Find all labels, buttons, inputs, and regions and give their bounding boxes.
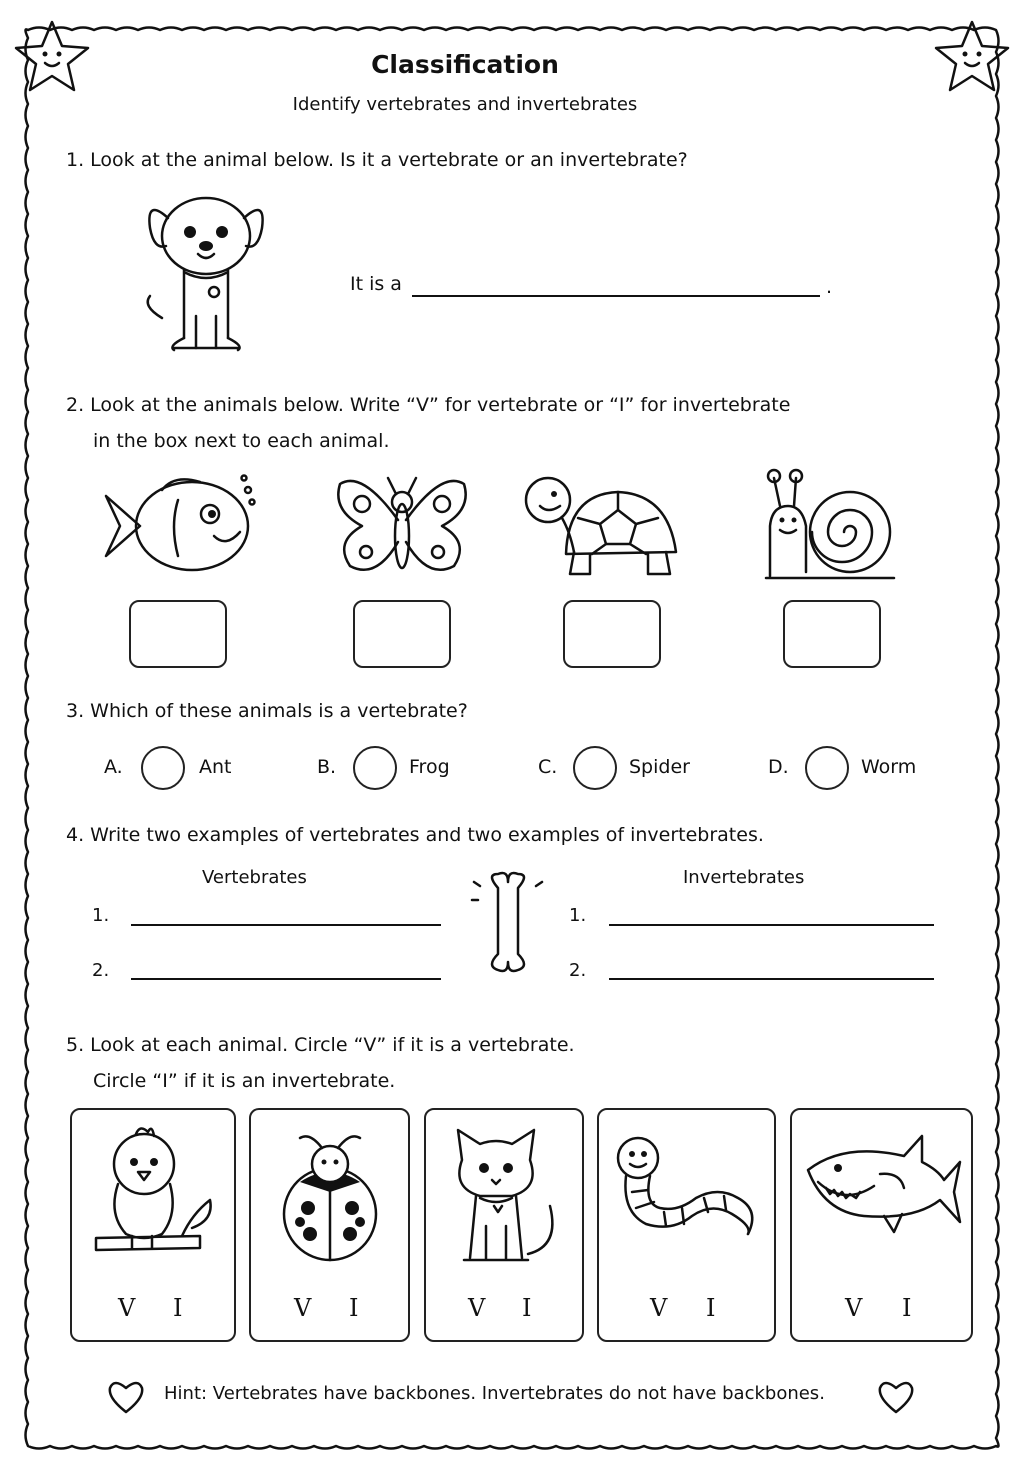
q2-answer-box-fish[interactable]: [129, 600, 227, 668]
q5-question-line1: 5. Look at each animal. Circle “V” if it is a vertebrate.: [66, 1034, 575, 1056]
heart-icon: [106, 1378, 146, 1414]
q5-bird-choice-i[interactable]: I: [173, 1294, 183, 1322]
q3-option-letter: C.: [538, 756, 558, 778]
q4-number: 1.: [569, 905, 587, 926]
q4-vertebrates-heading: Vertebrates: [202, 867, 307, 888]
q4-number: 2.: [569, 960, 587, 981]
snail-icon: [762, 466, 902, 586]
shark-icon: [804, 1136, 964, 1246]
ladybug-icon: [270, 1128, 390, 1268]
q3-option-letter: A.: [104, 756, 123, 778]
q2-answer-box-butterfly[interactable]: [353, 600, 451, 668]
q5-question-line2: Circle “I” if it is an invertebrate.: [93, 1070, 396, 1092]
q5-shark-choice-v[interactable]: V: [845, 1294, 863, 1322]
q2-question-line1: 2. Look at the animals below. Write “V” for vertebrate or “I” for invertebrate: [66, 394, 791, 416]
q3-option-text: Spider: [629, 756, 690, 778]
q2-answer-box-turtle[interactable]: [563, 600, 661, 668]
q3-option-b-radio[interactable]: [353, 746, 397, 790]
q5-ladybug-choice-v[interactable]: V: [294, 1294, 312, 1322]
q5-shark-choice-i[interactable]: I: [902, 1294, 912, 1322]
q3-option-a-radio[interactable]: [141, 746, 185, 790]
fish-icon: [100, 470, 260, 580]
q4-question: 4. Write two examples of vertebrates and two examples of invertebrates.: [66, 824, 764, 846]
q3-option-letter: B.: [317, 756, 337, 778]
dog-icon: [128, 188, 278, 358]
page-subtitle: Identify vertebrates and invertebrates: [292, 94, 638, 115]
q5-ladybug-choice-i[interactable]: I: [349, 1294, 359, 1322]
q3-question: 3. Which of these animals is a vertebrate?: [66, 700, 468, 722]
bone-icon: [468, 870, 548, 980]
q1-answer-line[interactable]: [412, 295, 820, 297]
star-icon: [932, 16, 1012, 96]
q4-number: 1.: [92, 905, 110, 926]
q3-option-text: Ant: [199, 756, 232, 778]
q5-worm-choice-v[interactable]: V: [650, 1294, 668, 1322]
cat-icon: [450, 1126, 570, 1266]
q1-answer-suffix: .: [826, 276, 833, 298]
q3-option-letter: D.: [768, 756, 789, 778]
worm-icon: [612, 1132, 762, 1262]
q3-option-text: Worm: [861, 756, 917, 778]
turtle-icon: [518, 474, 688, 584]
q4-vertebrate-line-1[interactable]: [131, 924, 441, 926]
page-title: Classification: [371, 50, 559, 79]
q3-option-c-radio[interactable]: [573, 746, 617, 790]
q5-cat-choice-i[interactable]: I: [522, 1294, 532, 1322]
q2-question-line2: in the box next to each animal.: [93, 430, 390, 452]
q4-vertebrate-line-2[interactable]: [131, 978, 441, 980]
hint-text: Hint: Vertebrates have backbones. Invertebrates do not have backbones.: [164, 1383, 825, 1404]
q2-answer-box-snail[interactable]: [783, 600, 881, 668]
q5-bird-choice-v[interactable]: V: [118, 1294, 136, 1322]
q5-worm-choice-i[interactable]: I: [706, 1294, 716, 1322]
q4-invertebrate-line-2[interactable]: [609, 978, 934, 980]
heart-icon: [876, 1378, 916, 1414]
q4-invertebrate-line-1[interactable]: [609, 924, 934, 926]
q3-option-d-radio[interactable]: [805, 746, 849, 790]
q3-option-text: Frog: [409, 756, 450, 778]
butterfly-icon: [332, 470, 472, 580]
q4-number: 2.: [92, 960, 110, 981]
q5-cat-choice-v[interactable]: V: [468, 1294, 486, 1322]
q1-question: 1. Look at the animal below. Is it a vertebrate or an invertebrate?: [66, 149, 688, 171]
q1-answer-prefix: It is a: [350, 273, 402, 295]
q4-invertebrates-heading: Invertebrates: [683, 867, 805, 888]
bird-icon: [92, 1124, 222, 1264]
